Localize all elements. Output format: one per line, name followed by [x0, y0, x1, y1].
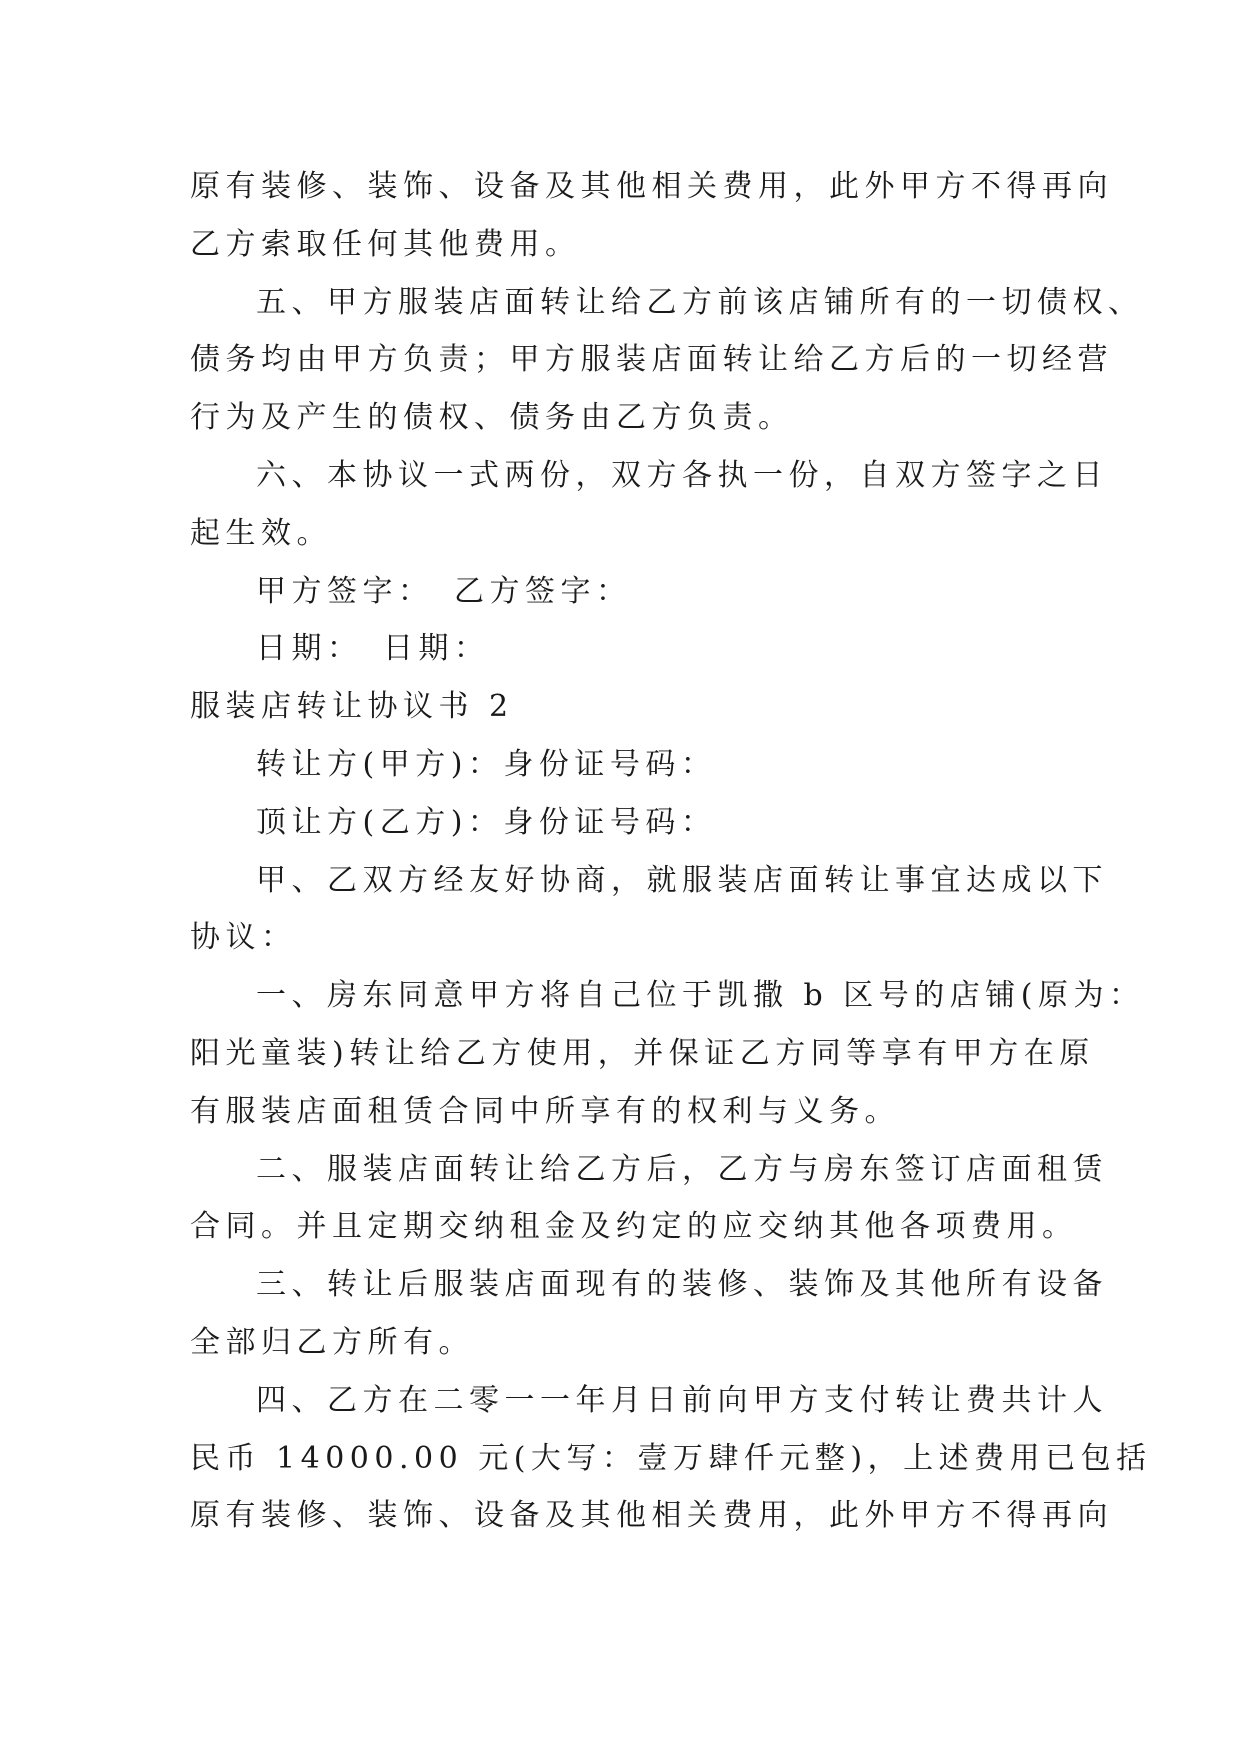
- text-line: 乙方索取任何其他费用。: [190, 226, 581, 262]
- transferee-line: 顶让方(乙方)：身份证号码：: [256, 804, 717, 840]
- date-line: 日期： 日期：: [256, 631, 490, 667]
- document-heading: 服装店转让协议书 2: [190, 689, 514, 725]
- clause-three: 三、转让后服装店面现有的装修、装饰及其他所有设备: [256, 1267, 1108, 1303]
- transferor-line: 转让方(甲方)：身份证号码：: [256, 746, 717, 782]
- signature-line: 甲方签字： 乙方签字：: [256, 573, 632, 609]
- text-line: 原有装修、装饰、设备及其他相关费用，此外甲方不得再向: [190, 169, 1113, 204]
- text-line: 行为及产生的债权、债务由乙方负责。: [190, 400, 794, 436]
- clause-two: 二、服装店面转让给乙方后，乙方与房东签订店面租赁: [256, 1151, 1108, 1187]
- document-body: [190, 158, 1152, 1545]
- text-line: 阳光童装)转让给乙方使用，并保证乙方同等享有甲方在原: [190, 1035, 1095, 1071]
- text-line: 起生效。: [190, 515, 332, 551]
- text-line: 协议：: [190, 920, 297, 956]
- clause-six: 六、本协议一式两份，双方各执一份，自双方签字之日: [256, 457, 1108, 493]
- text-line: 有服装店面租赁合同中所享有的权利与义务。: [190, 1093, 900, 1129]
- clause-four: 四、乙方在二零一一年月日前向甲方支付转让费共计人: [256, 1382, 1108, 1418]
- text-line: 全部归乙方所有。: [190, 1324, 474, 1360]
- preamble: 甲、乙双方经友好协商，就服装店面转让事宜达成以下: [256, 862, 1108, 898]
- text-line: 债务均由甲方负责；甲方服装店面转让给乙方后的一切经营: [190, 342, 1113, 378]
- text-line: 原有装修、装饰、设备及其他相关费用，此外甲方不得再向: [190, 1498, 1113, 1534]
- text-line: 合同。并且定期交纳租金及约定的应交纳其他各项费用。: [190, 1209, 1078, 1245]
- clause-five: 五、甲方服装店面转让给乙方前该店铺所有的一切债权、: [256, 284, 1144, 320]
- clause-one: 一、房东同意甲方将自己位于凯撒 b 区号的店铺(原为：: [256, 978, 1145, 1014]
- text-line: 民币 14000.00 元(大写：壹万肆仟元整)，上述费用已包括: [190, 1440, 1152, 1476]
